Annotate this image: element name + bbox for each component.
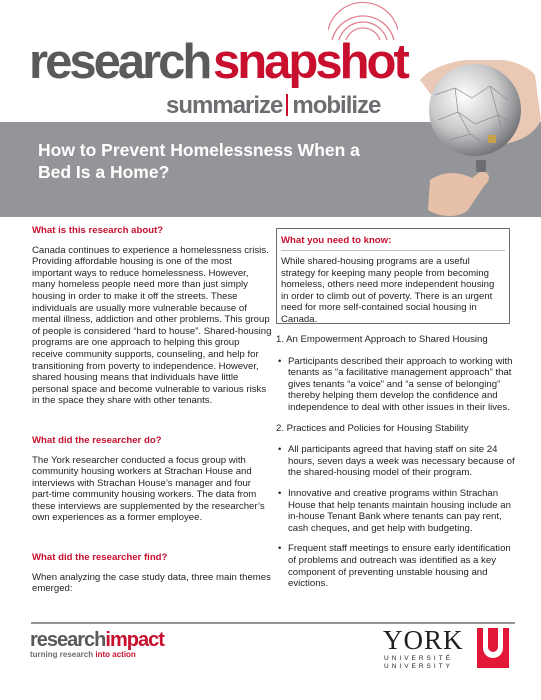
brand-snapshot-wordmark: snapshot — [213, 35, 407, 89]
tagline-summarize: summarize — [166, 92, 283, 119]
page-title: How to Prevent Homelessness When a Bed Is a Home? — [38, 140, 360, 182]
york-university-logo — [383, 626, 513, 670]
need-to-know-callout — [276, 228, 510, 324]
tagline-mobilize: mobilize — [292, 92, 381, 119]
about-paragraph: Canada continues to experience a homelessness crisis. Providing affordable housing is one of the most important ways to reduce homelessness. However, many homeless people need more than just simply housing in order to make it off the streets. These individuals are usually more vulnerable because of mental illness, addiction and other problems. This group of people is considered “hard to house”. Shared-housing programs are one approach to helping this group receive community supports, counseling, and help for transitioning from poverty to independence. However, shared housing means that individuals have little personal space and become vulnerable to various risks in the space they share with other tenants. — [32, 244, 272, 407]
brand-research-wordmark: research — [29, 35, 210, 89]
theme-heading: 2. Practices and Policies for Housing Stability — [276, 422, 469, 434]
research-impact-logo — [30, 630, 190, 670]
theme-bullet: • All participants agreed that having staff on site 24 hours, seven days a week was necessary because of the shared-housing model of their program. — [276, 444, 516, 479]
brand-tagline — [166, 94, 380, 118]
did-paragraph: The York researcher conducted a focus group with community housing workers at Strachan House and interviews with Strachan House’s manager and four part-time community housing workers. The data from these interviews are supplemented by the researcher’s own experiences as a former employee. — [32, 454, 265, 524]
york-u-emblem-icon — [477, 628, 509, 668]
find-heading: What did the researcher find? — [32, 552, 168, 564]
theme-heading: 1. An Empowerment Approach to Shared Housing — [276, 334, 488, 345]
left-column — [32, 225, 272, 595]
did-heading: What did the researcher do? — [32, 434, 162, 446]
theme-bullet: • Participants described their approach to working with tenants as “a facilitative management approach” that gives tenants “a voice” and “a sense of belonging” thereby helping them develop the confidence and independence to deal with other issues in their lives. — [276, 356, 516, 414]
themes-column — [276, 334, 516, 599]
york-universite-label: UNIVERSITÉ — [384, 655, 454, 662]
theme-bullet: • Innovative and creative programs within Strachan House that help tenants maintain housing include an in-house Tenant Bank where tenants can pay rent, cash cheques, and get help with budgeting. — [276, 488, 516, 534]
tagline-divider — [286, 94, 288, 116]
york-wordmark: YORK — [383, 625, 464, 655]
footer-divider — [31, 622, 515, 624]
theme-bullet: • Frequent staff meetings to ensure early identification of problems and outreach was identified as a key component of preventing unstable housing and evictions. — [276, 543, 516, 589]
find-paragraph: When analyzing the case study data, three main themes emerged: — [32, 571, 271, 595]
globe-in-hand-illustration-icon — [380, 60, 541, 220]
callout-heading: What you need to know: — [281, 229, 505, 251]
york-university-label: UNIVERSITY — [384, 663, 454, 670]
about-heading: What is this research about? — [32, 225, 164, 236]
research-impact-tagline: turning research into action — [30, 650, 136, 659]
callout-body: While shared-housing programs are a useful strategy for keeping many people from becoming homeless, others need more independent housing in order to climb out of poverty. There is an urgent need for more self-contained social housing in Canada. — [281, 256, 495, 325]
research-impact-wordmark: researchimpact — [30, 629, 164, 651]
